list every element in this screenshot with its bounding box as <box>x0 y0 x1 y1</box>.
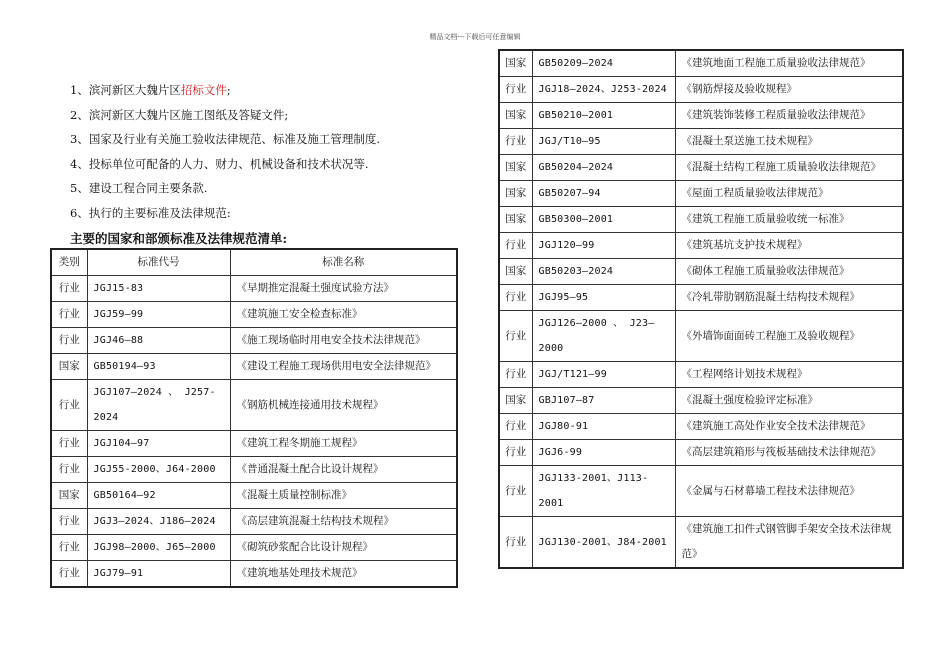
table-row <box>51 509 457 535</box>
row-standard-name: 《混凝土强度检验评定标准》 <box>675 388 903 414</box>
row-standard-name: 《砌体工程施工质量验收法律规范》 <box>675 259 903 285</box>
row-standard-code: JGJ6-99 <box>532 440 675 466</box>
row-standard-name: 《混凝土结构工程施工质量验收法律规范》 <box>675 155 903 181</box>
row-standard-name: 《建筑施工高处作业安全技术法律规范》 <box>675 414 903 440</box>
page-header: 精品文档---下载后可任意编辑 <box>429 33 521 41</box>
row-category: 国家 <box>499 181 532 207</box>
row-category: 国家 <box>51 483 87 509</box>
table-row <box>499 466 903 517</box>
row-category: 行业 <box>499 362 532 388</box>
row-standard-code: JGJ/T10—95 <box>532 129 675 155</box>
row-standard-code: JGJ18—2024、J253-2024 <box>532 77 675 103</box>
table-row <box>499 362 903 388</box>
highlighted-term: 招标文件 <box>180 83 227 97</box>
row-standard-code: GB50210—2001 <box>532 103 675 129</box>
row-category: 国家 <box>499 207 532 233</box>
row-standard-name: 《高层建筑箱形与筏板基础技术法律规范》 <box>675 440 903 466</box>
row-standard-name: 《高层建筑混凝土结构技术规程》 <box>230 509 457 535</box>
row-standard-code: GB50207—94 <box>532 181 675 207</box>
row-standard-code: JGJ59—99 <box>87 302 230 328</box>
standards-table-left <box>50 248 458 588</box>
row-category: 行业 <box>499 233 532 259</box>
row-standard-code: JGJ79—91 <box>87 561 230 588</box>
table-row <box>51 431 457 457</box>
column-header-category: 类别 <box>51 249 87 276</box>
table-row <box>499 103 903 129</box>
table-row <box>51 561 457 588</box>
row-standard-code: JGJ55-2000、J64-2000 <box>87 457 230 483</box>
intro-item: 6、执行的主要标准及法律规范: <box>70 205 231 220</box>
table-row <box>51 354 457 380</box>
row-standard-name: 《建筑装饰装修工程质量验收法律规范》 <box>675 103 903 129</box>
row-category: 行业 <box>51 328 87 354</box>
row-standard-code: GB50209—2024 <box>532 50 675 77</box>
row-category: 行业 <box>499 311 532 362</box>
row-category: 行业 <box>499 414 532 440</box>
row-standard-name: 《普通混凝土配合比设计规程》 <box>230 457 457 483</box>
row-category: 行业 <box>51 302 87 328</box>
row-standard-name: 《施工现场临时用电安全技术法律规范》 <box>230 328 457 354</box>
row-category: 行业 <box>51 276 87 302</box>
row-standard-code: GBJ107—87 <box>532 388 675 414</box>
row-standard-name: 《工程网络计划技术规程》 <box>675 362 903 388</box>
row-standard-code: JGJ133-2001、J113-2001 <box>532 466 675 517</box>
row-standard-name: 《建筑施工扣件式钢管脚手架安全技术法律规范》 <box>675 517 903 569</box>
row-standard-name: 《建筑地基处理技术规范》 <box>230 561 457 588</box>
row-category: 行业 <box>51 509 87 535</box>
row-category: 行业 <box>499 285 532 311</box>
row-standard-name: 《混凝土泵送施工技术规程》 <box>675 129 903 155</box>
row-standard-code: JGJ95—95 <box>532 285 675 311</box>
row-category: 行业 <box>51 561 87 588</box>
row-category: 行业 <box>499 517 532 569</box>
row-standard-code: GB50300—2001 <box>532 207 675 233</box>
row-standard-code: JGJ107—2024 、 J257-2024 <box>87 380 230 431</box>
row-standard-code: JGJ98—2000、J65—2000 <box>87 535 230 561</box>
row-standard-code: JGJ15-83 <box>87 276 230 302</box>
row-standard-name: 《钢筋机械连接通用技术规程》 <box>230 380 457 431</box>
row-standard-code: JGJ80-91 <box>532 414 675 440</box>
row-standard-code: JGJ130-2001、J84-2001 <box>532 517 675 569</box>
table-row <box>51 302 457 328</box>
table-row <box>499 388 903 414</box>
table-row <box>499 77 903 103</box>
table-row <box>499 155 903 181</box>
standards-list-title: 主要的国家和部颁标准及法律规范清单: <box>70 231 288 246</box>
row-standard-code: JGJ/T121—99 <box>532 362 675 388</box>
row-standard-code: JGJ120—99 <box>532 233 675 259</box>
column-header-name: 标准名称 <box>230 249 457 276</box>
table-row <box>499 285 903 311</box>
row-standard-code: GB50204—2024 <box>532 155 675 181</box>
row-standard-code: JGJ3—2024、J186—2024 <box>87 509 230 535</box>
row-category: 国家 <box>499 50 532 77</box>
row-category: 国家 <box>51 354 87 380</box>
row-standard-name: 《砌筑砂浆配合比设计规程》 <box>230 535 457 561</box>
row-category: 国家 <box>499 155 532 181</box>
row-category: 国家 <box>499 103 532 129</box>
row-standard-name: 《建筑工程施工质量验收统一标准》 <box>675 207 903 233</box>
table-header-row <box>51 249 457 276</box>
row-category: 行业 <box>51 535 87 561</box>
table-row <box>51 457 457 483</box>
row-standard-name: 《建筑工程冬期施工规程》 <box>230 431 457 457</box>
table-row <box>499 440 903 466</box>
row-category: 行业 <box>51 380 87 431</box>
table-row <box>499 311 903 362</box>
row-standard-name: 《建筑基坑支护技术规程》 <box>675 233 903 259</box>
intro-item: 3、国家及行业有关施工验收法律规范、标准及施工管理制度. <box>70 132 380 147</box>
table-row <box>51 380 457 431</box>
row-standard-code: JGJ104—97 <box>87 431 230 457</box>
table-row <box>499 129 903 155</box>
row-standard-name: 《钢筋焊接及验收规程》 <box>675 77 903 103</box>
row-standard-code: GB50203—2024 <box>532 259 675 285</box>
table-row <box>499 517 903 569</box>
row-standard-name: 《外墙饰面面砖工程施工及验收规程》 <box>675 311 903 362</box>
row-category: 国家 <box>499 388 532 414</box>
row-standard-code: JGJ126—2000 、 J23—2000 <box>532 311 675 362</box>
table-row <box>499 233 903 259</box>
row-category: 行业 <box>499 466 532 517</box>
row-category: 行业 <box>499 129 532 155</box>
row-category: 行业 <box>499 77 532 103</box>
standards-table-right <box>498 49 904 569</box>
intro-item: 4、投标单位可配备的人力、财力、机械设备和技术状况等. <box>70 156 369 171</box>
table-row <box>499 181 903 207</box>
row-category: 行业 <box>51 457 87 483</box>
row-standard-name: 《冷轧带肋钢筋混凝土结构技术规程》 <box>675 285 903 311</box>
intro-item: 1、滨河新区大魏片区招标文件; <box>70 83 231 97</box>
table-row <box>51 535 457 561</box>
table-row <box>499 50 903 77</box>
row-standard-name: 《早期推定混凝土强度试验方法》 <box>230 276 457 302</box>
row-standard-name: 《屋面工程质量验收法律规范》 <box>675 181 903 207</box>
row-standard-code: GB50194—93 <box>87 354 230 380</box>
table-row <box>499 207 903 233</box>
row-standard-name: 《建筑地面工程施工质量验收法律规范》 <box>675 50 903 77</box>
row-category: 行业 <box>499 440 532 466</box>
row-standard-name: 《建筑施工安全检查标准》 <box>230 302 457 328</box>
table-row <box>499 259 903 285</box>
table-row <box>51 483 457 509</box>
row-standard-name: 《金属与石材幕墙工程技术法律规范》 <box>675 466 903 517</box>
table-row <box>51 276 457 302</box>
intro-item: 2、滨河新区大魏片区施工图纸及答疑文件; <box>70 107 289 122</box>
row-category: 行业 <box>51 431 87 457</box>
row-category: 国家 <box>499 259 532 285</box>
row-standard-name: 《建设工程施工现场供用电安全法律规范》 <box>230 354 457 380</box>
row-standard-code: GB50164—92 <box>87 483 230 509</box>
column-header-code: 标准代号 <box>87 249 230 276</box>
intro-list <box>70 80 380 228</box>
table-row <box>499 414 903 440</box>
row-standard-code: JGJ46—88 <box>87 328 230 354</box>
row-standard-name: 《混凝土质量控制标准》 <box>230 483 457 509</box>
table-row <box>51 328 457 354</box>
intro-item: 5、建设工程合同主要条款. <box>70 181 208 196</box>
